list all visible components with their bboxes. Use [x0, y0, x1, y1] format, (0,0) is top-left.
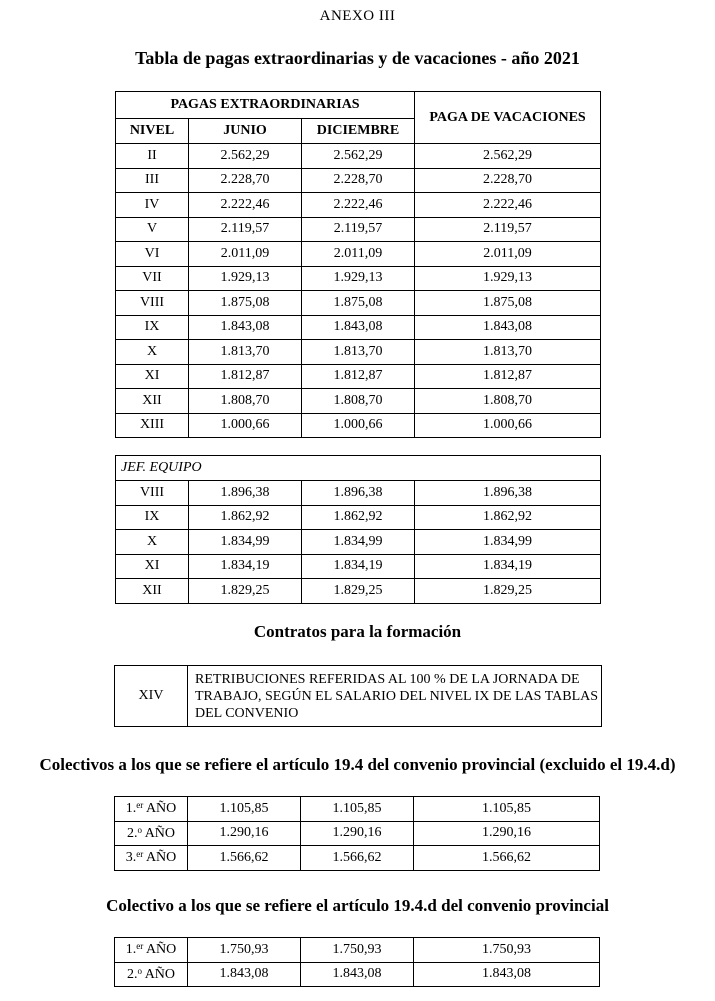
nivel-cell: IV	[116, 193, 189, 218]
year-cell	[115, 846, 188, 871]
diciembre-cell: 1.875,08	[302, 291, 415, 316]
colectivo-19-4-d-heading: Colectivo a los que se refiere el artículo 19.4.d del convenio provincial	[106, 896, 609, 915]
table-row	[115, 846, 600, 871]
vacaciones-cell: 1.843,08	[414, 962, 600, 987]
year-cell	[115, 797, 188, 822]
formacion-table	[114, 665, 602, 727]
junio-cell: 1.843,08	[189, 315, 302, 340]
junio-cell: 2.562,29	[189, 144, 302, 169]
vacaciones-cell: 1.829,25	[415, 579, 601, 604]
diciembre-cell: 2.119,57	[302, 217, 415, 242]
diciembre-cell: 1.813,70	[302, 340, 415, 365]
table-row	[115, 938, 600, 963]
diciembre-cell: 2.011,09	[302, 242, 415, 267]
table-row	[116, 481, 601, 506]
year-ordinal-suffix: er	[136, 849, 144, 860]
diciembre-cell: 1.812,87	[302, 364, 415, 389]
table-row	[116, 168, 601, 193]
year-ordinal-suffix: er	[136, 941, 144, 952]
header-paga-vacaciones: PAGA DE VACACIONES	[415, 92, 601, 144]
junio-cell: 1.929,13	[189, 266, 302, 291]
nivel-cell: X	[116, 530, 189, 555]
vacaciones-cell: 1.290,16	[414, 821, 600, 846]
nivel-cell: XII	[116, 389, 189, 414]
nivel-cell: XI	[116, 554, 189, 579]
diciembre-cell: 1.843,08	[301, 962, 414, 987]
table-row	[116, 579, 601, 604]
year-ordinal-suffix: er	[136, 800, 144, 811]
diciembre-cell: 2.562,29	[302, 144, 415, 169]
year-cell	[115, 962, 188, 987]
vacaciones-cell: 1.843,08	[415, 315, 601, 340]
formacion-nivel: XIV	[115, 666, 188, 727]
year-cell	[115, 938, 188, 963]
diciembre-cell: 1.566,62	[301, 846, 414, 871]
nivel-cell: V	[116, 217, 189, 242]
vacaciones-cell: 1.566,62	[414, 846, 600, 871]
diciembre-cell: 1.834,19	[302, 554, 415, 579]
vacaciones-cell: 1.896,38	[415, 481, 601, 506]
page-title: Tabla de pagas extraordinarias y de vacaciones - año 2021	[135, 48, 580, 68]
diciembre-cell: 1.929,13	[302, 266, 415, 291]
diciembre-cell: 2.222,46	[302, 193, 415, 218]
pagas-table	[115, 91, 601, 438]
junio-cell: 1.875,08	[189, 291, 302, 316]
table-row	[115, 821, 600, 846]
year-label: AÑO	[145, 942, 177, 958]
nivel-cell: X	[116, 340, 189, 365]
annex-label: ANEXO III	[319, 8, 396, 24]
table-row	[116, 193, 601, 218]
junio-cell: 2.222,46	[189, 193, 302, 218]
junio-cell: 1.834,19	[189, 554, 302, 579]
table-row	[115, 797, 600, 822]
vacaciones-cell: 1.834,99	[415, 530, 601, 555]
vacaciones-cell: 1.929,13	[415, 266, 601, 291]
group-header-pagas-extraordinarias: PAGAS EXTRAORDINARIAS	[116, 92, 415, 119]
vacaciones-cell: 1.813,70	[415, 340, 601, 365]
junio-cell: 1.750,93	[188, 938, 301, 963]
nivel-cell: XI	[116, 364, 189, 389]
table-row	[116, 389, 601, 414]
header-junio: JUNIO	[189, 119, 302, 144]
vacaciones-cell: 1.808,70	[415, 389, 601, 414]
year-ordinal-suffix: o	[137, 965, 142, 976]
table-row	[116, 340, 601, 365]
junio-cell: 1.105,85	[188, 797, 301, 822]
year-label: AÑO	[144, 966, 176, 982]
diciembre-cell: 1.862,92	[302, 505, 415, 530]
year-number: 2.	[126, 966, 138, 982]
nivel-cell: II	[116, 144, 189, 169]
vacaciones-cell: 2.011,09	[415, 242, 601, 267]
diciembre-cell: 1.829,25	[302, 579, 415, 604]
year-cell	[115, 821, 188, 846]
vacaciones-cell: 1.875,08	[415, 291, 601, 316]
table-row	[116, 144, 601, 169]
junio-cell: 1.829,25	[189, 579, 302, 604]
diciembre-cell: 1.000,66	[302, 413, 415, 438]
colectivos-19-4-heading: Colectivos a los que se refiere el artículo 19.4 del convenio provincial (excluido el 19.4.d)	[39, 755, 676, 774]
vacaciones-cell: 2.228,70	[415, 168, 601, 193]
nivel-cell: IX	[116, 505, 189, 530]
colectivo-19-4-d-table	[114, 937, 600, 987]
table-row	[115, 666, 602, 727]
formacion-text: RETRIBUCIONES REFERIDAS AL 100 % DE LA JORNADA DE TRABAJO, SEGÚN EL SALARIO DEL NIVEL IX DE LAS TABLAS DEL CONVENIO	[188, 666, 602, 727]
year-number: 1.	[125, 801, 137, 817]
diciembre-cell: 1.896,38	[302, 481, 415, 506]
junio-cell: 2.011,09	[189, 242, 302, 267]
nivel-cell: VII	[116, 266, 189, 291]
formacion-heading: Contratos para la formación	[253, 622, 462, 641]
year-label: AÑO	[144, 825, 176, 841]
table-row	[116, 364, 601, 389]
table-row	[116, 291, 601, 316]
year-label: AÑO	[145, 801, 177, 817]
diciembre-cell: 1.105,85	[301, 797, 414, 822]
table-row	[116, 505, 601, 530]
jef-equipo-title: JEF. EQUIPO	[116, 456, 601, 481]
junio-cell: 1.808,70	[189, 389, 302, 414]
table-row	[116, 554, 601, 579]
junio-cell: 1.896,38	[189, 481, 302, 506]
junio-cell: 2.119,57	[189, 217, 302, 242]
diciembre-cell: 1.750,93	[301, 938, 414, 963]
nivel-cell: XIII	[116, 413, 189, 438]
vacaciones-cell: 2.562,29	[415, 144, 601, 169]
table-row	[116, 315, 601, 340]
vacaciones-cell: 1.834,19	[415, 554, 601, 579]
nivel-cell: IX	[116, 315, 189, 340]
nivel-cell: VIII	[116, 481, 189, 506]
vacaciones-cell: 1.750,93	[414, 938, 600, 963]
diciembre-cell: 1.834,99	[302, 530, 415, 555]
year-number: 1.	[125, 942, 137, 958]
nivel-cell: III	[116, 168, 189, 193]
year-number: 3.	[125, 850, 137, 866]
diciembre-cell: 1.843,08	[302, 315, 415, 340]
junio-cell: 2.228,70	[189, 168, 302, 193]
header-diciembre: DICIEMBRE	[302, 119, 415, 144]
table-row	[116, 266, 601, 291]
table-row	[116, 530, 601, 555]
diciembre-cell: 2.228,70	[302, 168, 415, 193]
diciembre-cell: 1.808,70	[302, 389, 415, 414]
nivel-cell: XII	[116, 579, 189, 604]
diciembre-cell: 1.290,16	[301, 821, 414, 846]
junio-cell: 1.813,70	[189, 340, 302, 365]
junio-cell: 1.566,62	[188, 846, 301, 871]
table-row	[116, 413, 601, 438]
colectivos-19-4-table	[114, 796, 600, 871]
table-row	[115, 962, 600, 987]
vacaciones-cell: 1.812,87	[415, 364, 601, 389]
nivel-cell: VIII	[116, 291, 189, 316]
vacaciones-cell: 1.862,92	[415, 505, 601, 530]
junio-cell: 1.834,99	[189, 530, 302, 555]
vacaciones-cell: 1.000,66	[415, 413, 601, 438]
header-nivel: NIVEL	[116, 119, 189, 144]
year-ordinal-suffix: o	[137, 824, 142, 835]
table-row	[116, 217, 601, 242]
year-label: AÑO	[145, 850, 177, 866]
nivel-cell: VI	[116, 242, 189, 267]
junio-cell: 1.000,66	[189, 413, 302, 438]
vacaciones-cell: 1.105,85	[414, 797, 600, 822]
junio-cell: 1.812,87	[189, 364, 302, 389]
jef-equipo-table	[115, 455, 601, 604]
junio-cell: 1.843,08	[188, 962, 301, 987]
junio-cell: 1.290,16	[188, 821, 301, 846]
table-row	[116, 242, 601, 267]
vacaciones-cell: 2.119,57	[415, 217, 601, 242]
vacaciones-cell: 2.222,46	[415, 193, 601, 218]
year-number: 2.	[126, 825, 138, 841]
junio-cell: 1.862,92	[189, 505, 302, 530]
